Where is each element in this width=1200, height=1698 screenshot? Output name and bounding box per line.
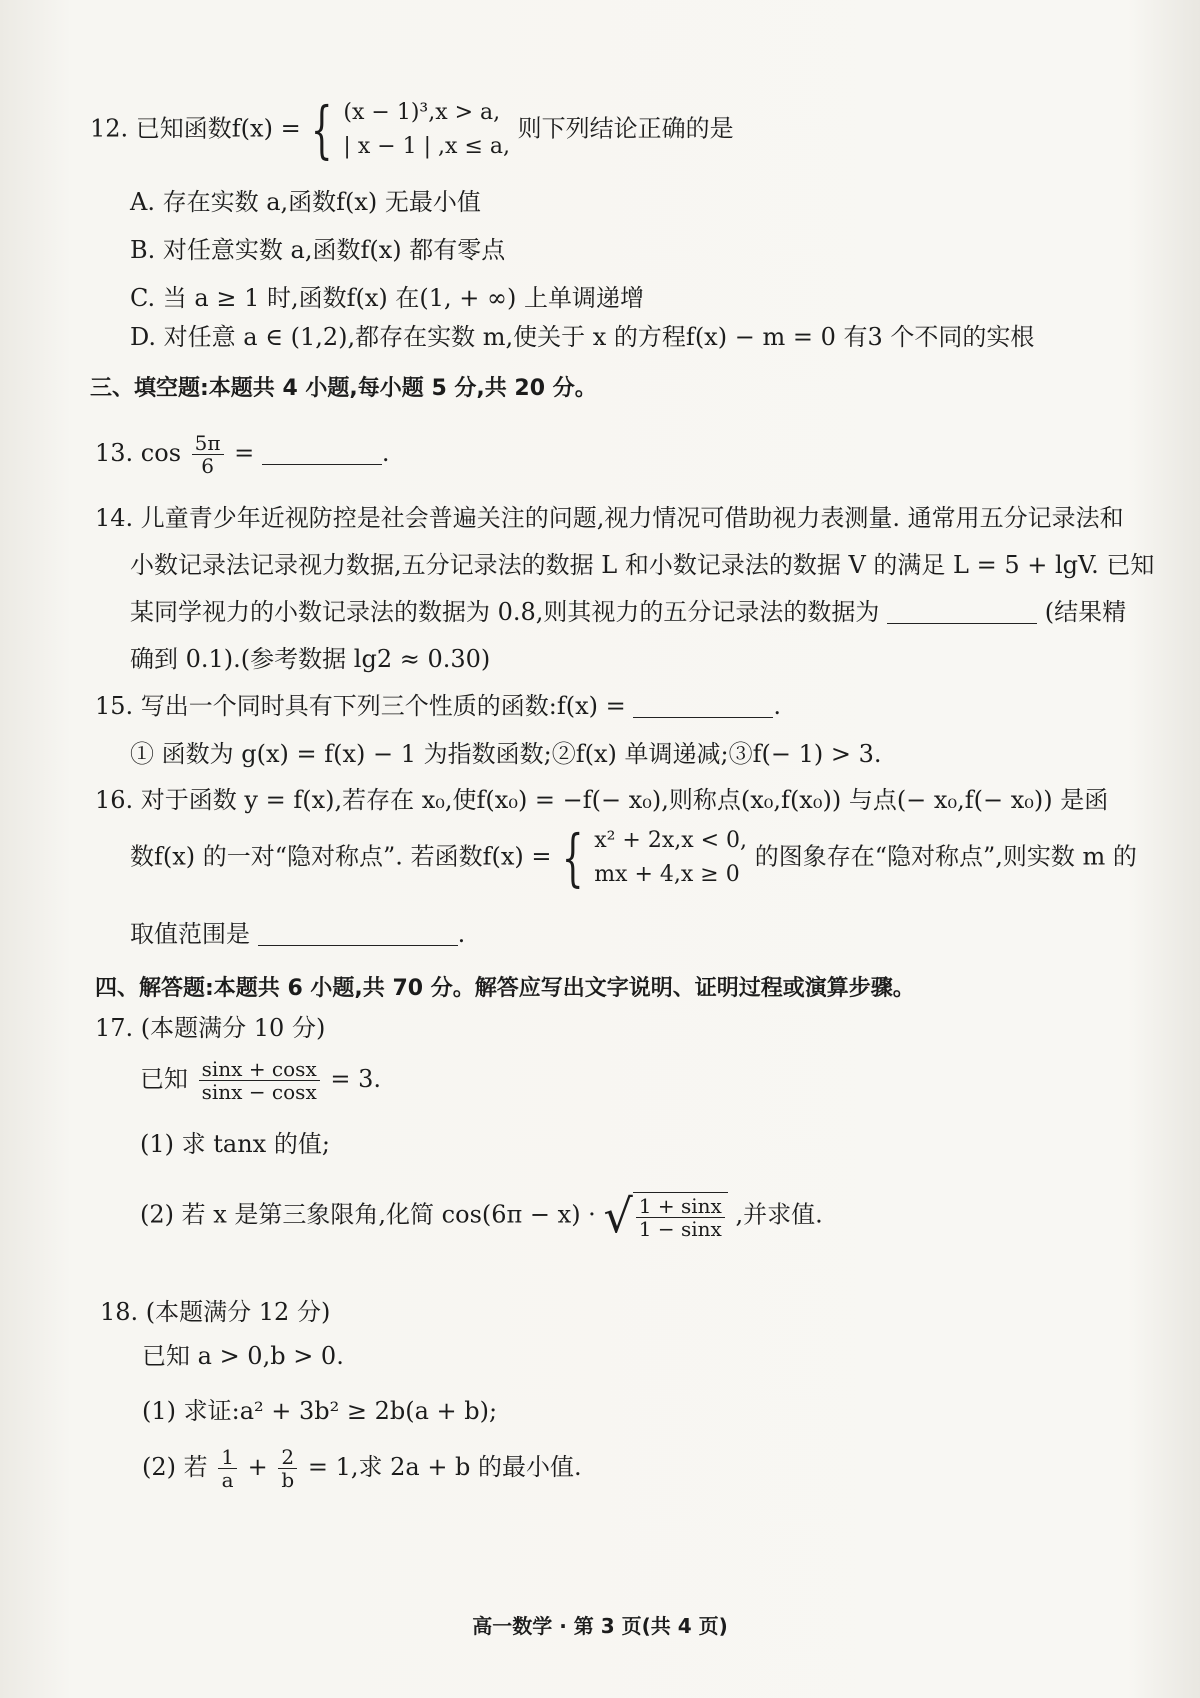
q15-line1 — [95, 690, 781, 722]
q17-radicand-den: 1 − sinx — [638, 1217, 722, 1241]
section4-heading: 四、解答题:本题共 6 小题,共 70 分。解答应写出文字说明、证明过程或演算步骤。 — [95, 976, 915, 1001]
q12-case2: | x − 1 | ,x ≤ a, — [343, 134, 510, 159]
q16-answer-blank[interactable] — [258, 921, 458, 946]
q12-stem-suffix: 则下列结论正确的是 — [517, 114, 734, 143]
q12-cases — [343, 96, 510, 164]
q17-radicand-num: 1 + sinx — [636, 1195, 725, 1218]
q17-radicand — [633, 1192, 728, 1240]
q16-line3-end: . — [457, 920, 466, 948]
q18-part2-suffix: = 1,求 2a + b 的最小值. — [307, 1453, 582, 1481]
q18-given: 已知 a > 0,b > 0. — [142, 1342, 344, 1370]
q12-option-d: D. 对任意 a ∈ (1,2),都存在实数 m,使关于 x 的方程f(x) − m = 0 有3 个不同的实根 — [130, 323, 1035, 351]
q18-title: 18. (本题满分 12 分) — [100, 1298, 331, 1326]
q17-title: 17. (本题满分 10 分) — [95, 1014, 326, 1042]
q13-end: . — [381, 439, 390, 467]
q13-prefix: 13. cos — [95, 439, 182, 467]
q15-answer-blank[interactable] — [633, 693, 773, 718]
q18-part2 — [142, 1446, 582, 1491]
q17-radicand-fraction — [636, 1195, 725, 1240]
q17-part1: (1) 求 tanx 的值; — [140, 1130, 330, 1158]
q16-case2: mx + 4,x ≥ 0 — [594, 862, 740, 887]
q13 — [95, 432, 390, 477]
sqrt-icon — [603, 1189, 727, 1243]
q13-equals: = — [234, 439, 255, 467]
q17-fraction-den: sinx − cosx — [201, 1080, 317, 1104]
q16-case1: x² + 2x,x < 0, — [594, 828, 748, 853]
q16-cases — [594, 824, 747, 892]
q16-line3-text: 取值范围是 — [130, 920, 250, 948]
q13-fraction-num: 5π — [192, 432, 224, 455]
q14-line4: 确到 0.1).(参考数据 lg2 ≈ 0.30) — [130, 645, 491, 673]
q15-line2: ① 函数为 g(x) = f(x) − 1 为指数函数;②f(x) 单调递减;③f(− 1) > 3. — [130, 740, 882, 768]
q16-line3 — [130, 918, 465, 950]
q18-fraction-2-num: 2 — [278, 1446, 297, 1469]
q17-part2-suffix: ,并求值. — [735, 1200, 823, 1229]
q14-line3-text: 某同学视力的小数记录法的数据为 0.8,则其视力的五分记录法的数据为 — [130, 598, 880, 626]
q14-answer-blank[interactable] — [887, 599, 1037, 624]
left-brace-icon: { — [311, 93, 333, 166]
q17-fraction-num: sinx + cosx — [199, 1058, 320, 1081]
q12-case1: (x − 1)³,x > a, — [343, 100, 501, 125]
q18-fraction-2-den: b — [281, 1468, 295, 1492]
q14-line1: 14. 儿童青少年近视防控是社会普遍关注的问题,视力情况可借助视力表测量. 通常用五分记录法和 — [95, 504, 1124, 532]
q15-line1-end: . — [773, 692, 782, 720]
q18-part1: (1) 求证:a² + 3b² ≥ 2b(a + b); — [142, 1397, 498, 1425]
q16-line2-prefix: 数f(x) 的一对“隐对称点”. 若函数f(x) = — [130, 842, 552, 871]
q13-fraction — [192, 432, 224, 477]
q17-given-suffix: = 3. — [330, 1065, 381, 1093]
q18-fraction-1-den: a — [221, 1468, 234, 1492]
q12-option-c: C. 当 a ≥ 1 时,函数f(x) 在(1, + ∞) 上单调递增 — [130, 284, 644, 312]
q18-fraction-2 — [278, 1446, 297, 1491]
page-footer: 高一数学 · 第 3 页(共 4 页) — [472, 1614, 728, 1638]
q16-line2-suffix: 的图象存在“隐对称点”,则实数 m 的 — [754, 842, 1137, 871]
q17-fraction — [199, 1058, 320, 1103]
radical-sign-icon: √ — [603, 1189, 633, 1243]
q14-line2: 小数记录法记录视力数据,五分记录法的数据 L 和小数记录法的数据 V 的满足 L = 5 + lgV. 已知 — [130, 551, 1155, 579]
q12-option-a: A. 存在实数 a,函数f(x) 无最小值 — [130, 188, 481, 216]
q18-fraction-1-num: 1 — [218, 1446, 237, 1469]
q12-stem — [90, 93, 734, 166]
q18-fraction-1 — [218, 1446, 237, 1491]
q15-line1-text: 15. 写出一个同时具有下列三个性质的函数:f(x) = — [95, 692, 626, 720]
q13-answer-blank[interactable] — [262, 440, 382, 465]
section3-heading: 三、填空题:本题共 4 小题,每小题 5 分,共 20 分。 — [90, 376, 597, 401]
q14-line3-end: (结果精 — [1044, 598, 1127, 626]
q16-line2 — [130, 821, 1137, 894]
q17-part2 — [140, 1189, 823, 1243]
q16-line1: 16. 对于函数 y = f(x),若存在 x₀,使f(x₀) = −f(− x₀),则称点(x₀,f(x₀)) 与点(− x₀,f(− x₀)) 是函 — [95, 786, 1109, 814]
q17-given-prefix: 已知 — [140, 1065, 188, 1093]
q14-line3 — [130, 596, 1126, 628]
q12-stem-prefix: 12. 已知函数f(x) = — [90, 114, 301, 143]
q17-part2-prefix: (2) 若 x 是第三象限角,化简 cos(6π − x) · — [140, 1200, 596, 1229]
q12-option-b: B. 对任意实数 a,函数f(x) 都有零点 — [130, 236, 506, 264]
left-brace-icon: { — [561, 821, 584, 894]
q18-part2-prefix: (2) 若 — [142, 1453, 208, 1481]
q17-given — [140, 1058, 381, 1103]
q18-plus: + — [247, 1453, 268, 1481]
q13-fraction-den: 6 — [201, 454, 214, 478]
